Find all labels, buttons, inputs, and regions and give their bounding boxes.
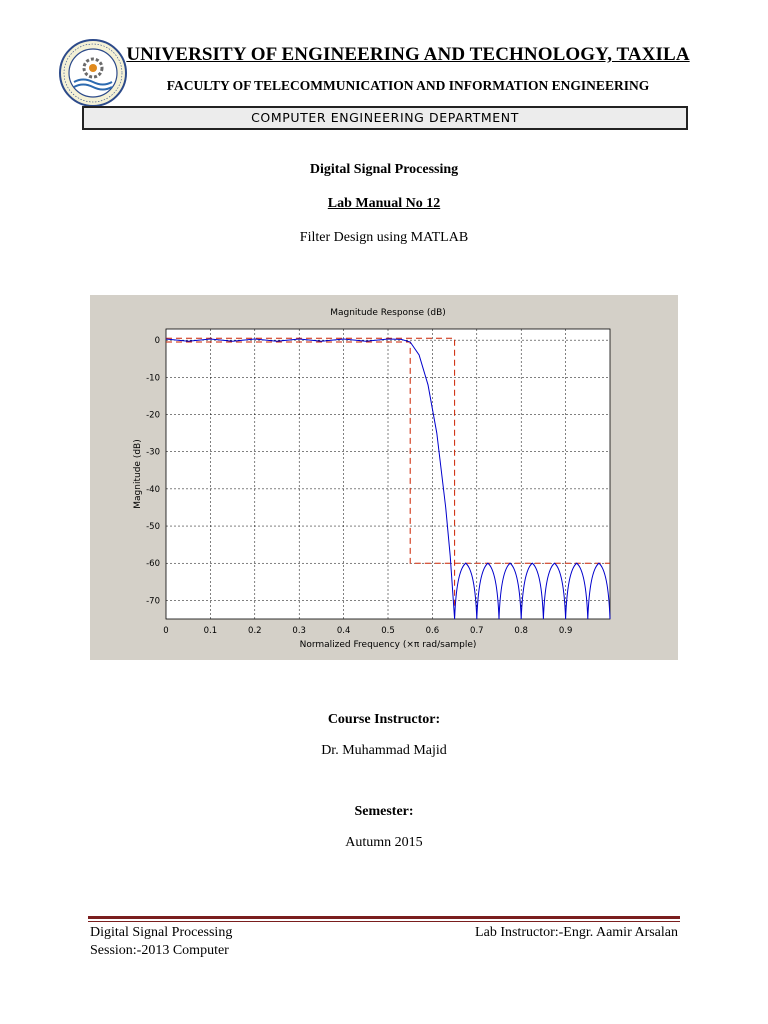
y-tick-label: -30 bbox=[146, 447, 160, 458]
x-tick-label: 0.1 bbox=[203, 626, 218, 636]
y-tick-label: -10 bbox=[146, 373, 160, 384]
course-title: Digital Signal Processing bbox=[309, 162, 459, 177]
lab-manual-number: Lab Manual No 12 bbox=[327, 196, 441, 211]
university-title: UNIVERSITY OF ENGINEERING AND TECHNOLOGY, TAXILA bbox=[126, 44, 690, 65]
footer-session: Session:-2013 Computer bbox=[90, 943, 229, 958]
lab-topic: Filter Design using MATLAB bbox=[299, 230, 469, 245]
footer-rule bbox=[88, 916, 680, 919]
x-tick-label: 0.4 bbox=[336, 626, 351, 636]
x-tick-label: 0 bbox=[163, 626, 169, 636]
y-tick-label: 0 bbox=[154, 336, 160, 347]
footer-rule-thin bbox=[88, 921, 680, 922]
x-tick-label: 0.6 bbox=[425, 626, 440, 636]
x-tick-label: 0.3 bbox=[292, 626, 306, 636]
magnitude-response-figure bbox=[90, 295, 678, 660]
course-instructor-name: Dr. Muhammad Majid bbox=[321, 743, 447, 758]
y-axis-label: Magnitude (dB) bbox=[133, 439, 143, 509]
footer-course: Digital Signal Processing bbox=[90, 925, 233, 940]
y-tick-label: -70 bbox=[146, 596, 160, 607]
chart-title: Magnitude Response (dB) bbox=[330, 308, 446, 318]
x-axis-ticks bbox=[163, 626, 572, 636]
department-banner: COMPUTER ENGINEERING DEPARTMENT bbox=[82, 106, 688, 130]
x-axis-label: Normalized Frequency (×π rad/sample) bbox=[299, 640, 477, 650]
x-tick-label: 0.9 bbox=[558, 626, 573, 636]
semester-value: Autumn 2015 bbox=[345, 835, 423, 850]
x-tick-label: 0.5 bbox=[381, 626, 395, 636]
y-tick-label: -40 bbox=[146, 484, 160, 495]
magnitude-response-chart bbox=[90, 295, 678, 660]
x-tick-label: 0.7 bbox=[470, 626, 484, 636]
y-tick-label: -20 bbox=[146, 410, 160, 421]
y-tick-label: -50 bbox=[146, 522, 160, 533]
y-tick-label: -60 bbox=[146, 559, 160, 570]
faculty-title: FACULTY OF TELECOMMUNICATION AND INFORMATION ENGINEERING bbox=[166, 78, 650, 93]
x-tick-label: 0.2 bbox=[248, 626, 262, 636]
course-instructor-heading: Course Instructor: bbox=[327, 712, 441, 727]
footer-lab-instructor: Lab Instructor:-Engr. Aamir Arsalan bbox=[475, 925, 678, 940]
y-axis-ticks bbox=[146, 336, 160, 606]
x-tick-label: 0.8 bbox=[514, 626, 528, 636]
semester-heading: Semester: bbox=[354, 804, 414, 819]
